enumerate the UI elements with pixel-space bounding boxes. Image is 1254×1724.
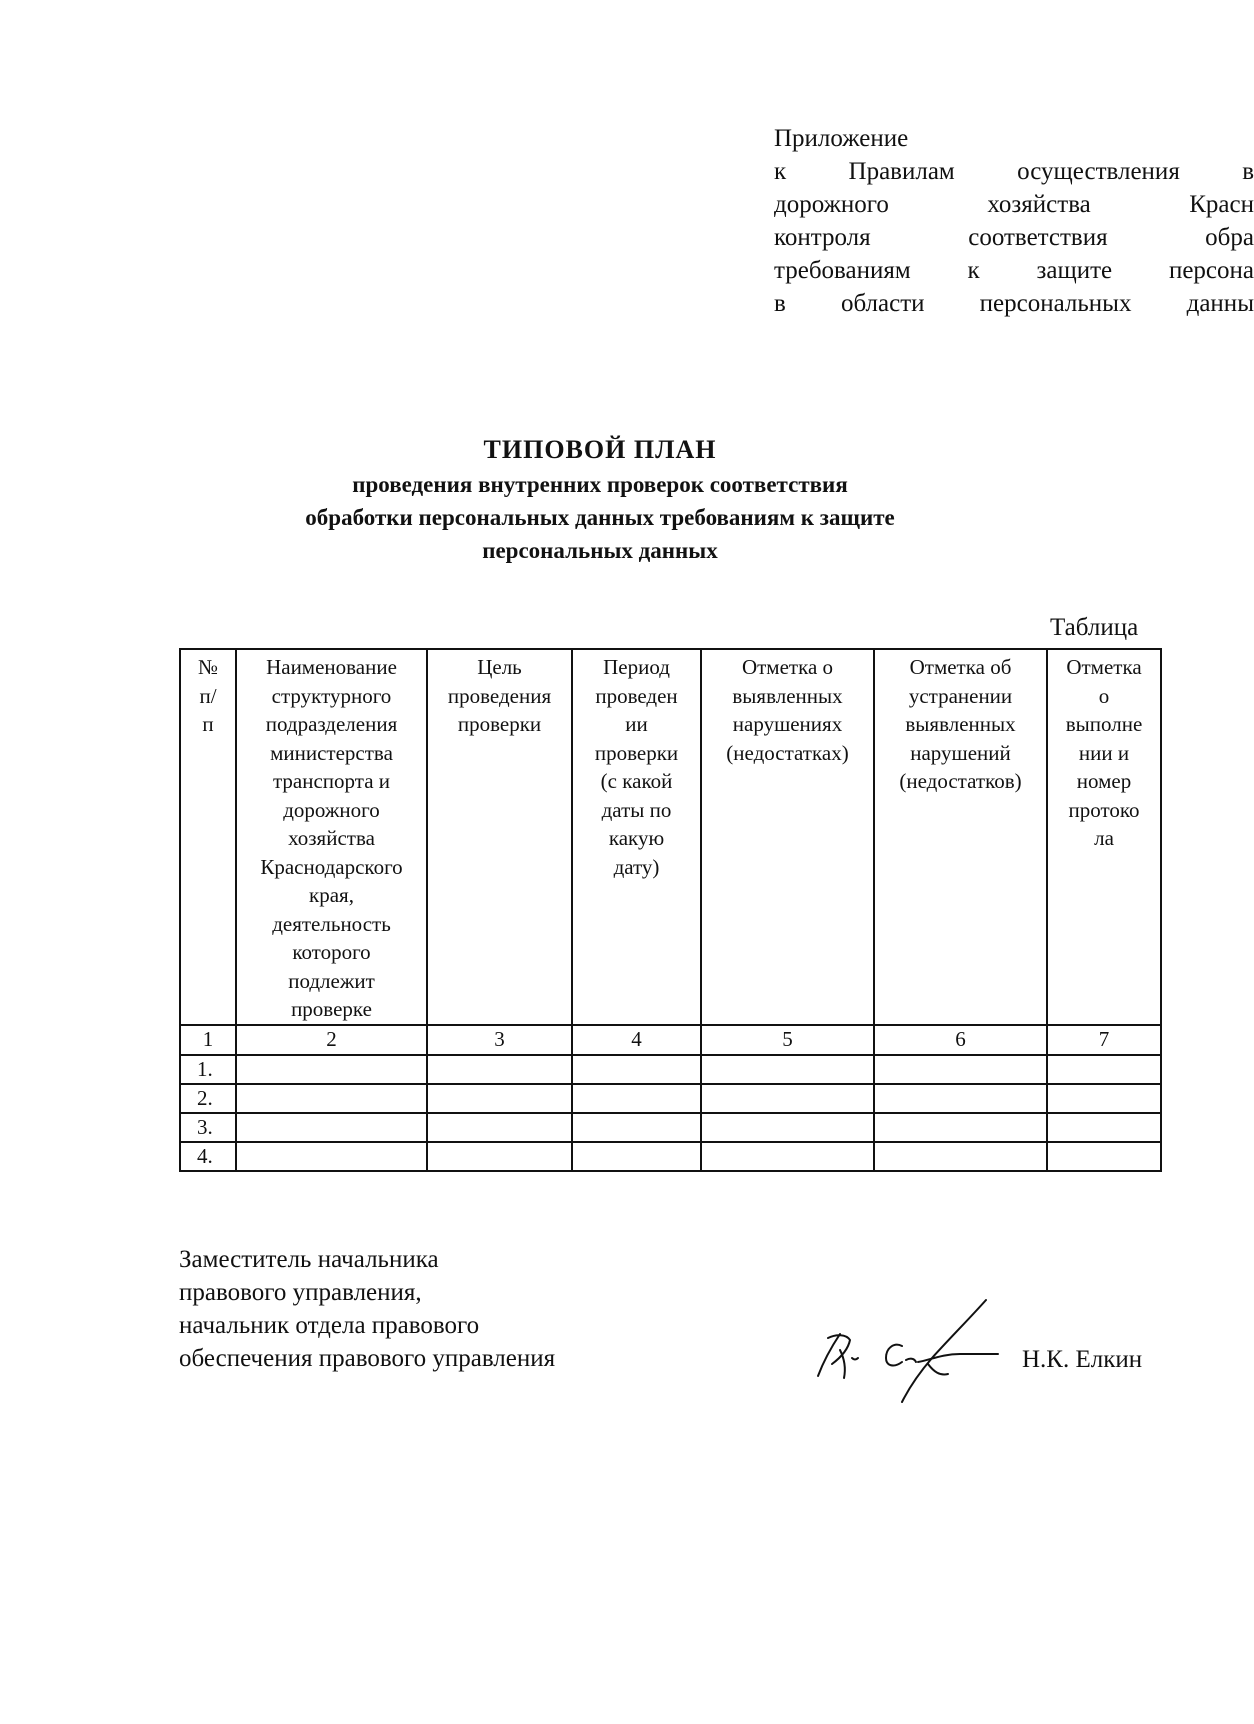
column-number: 5 [701, 1025, 874, 1055]
header-cell-number: № п/ п [180, 649, 236, 1025]
table-cell [236, 1113, 427, 1142]
plan-table [179, 648, 1162, 1172]
header-cell-department: Наименование структурного подразделения министерства транспорта и дорожного хозяйства Краснодарского края, деятельность которого подлежит проверке [236, 649, 427, 1025]
table-cell [874, 1055, 1047, 1084]
document-title [0, 432, 1200, 567]
table-row [180, 1055, 1161, 1084]
column-number-row [180, 1025, 1161, 1055]
table-cell [1047, 1055, 1161, 1084]
appendix-block [774, 122, 1254, 320]
appendix-line: контроля соответствия обра [774, 224, 1254, 251]
table-cell [701, 1084, 874, 1113]
title-sub-line: проведения внутренних проверок соответствия [352, 472, 848, 497]
title-sub-line: обработки персональных данных требованиям к защите [305, 505, 895, 530]
header-cell-remediation: Отметка об устранении выявленных нарушений (недостатков) [874, 649, 1047, 1025]
table-header-row [180, 649, 1161, 1025]
table-cell [572, 1113, 701, 1142]
header-cell-purpose: Цель проведения проверки [427, 649, 572, 1025]
signer-line: обеспечения правового управления [179, 1345, 556, 1372]
table-cell [236, 1084, 427, 1113]
header-cell-protocol: Отметка о выполне нии и номер протоко ла [1047, 649, 1161, 1025]
row-number: 1. [180, 1055, 236, 1084]
row-number: 4. [180, 1142, 236, 1171]
table-cell [427, 1084, 572, 1113]
signer-line: Заместитель начальника [179, 1246, 439, 1273]
column-number: 1 [180, 1025, 236, 1055]
signer-name: Н.К. Елкин [1022, 1346, 1143, 1373]
table-cell [427, 1055, 572, 1084]
header-cell-period: Период проведен ии проверки (с какой даты по какую дату) [572, 649, 701, 1025]
appendix-line: Приложение [774, 125, 909, 152]
table-row [180, 1142, 1161, 1171]
header-cell-violations: Отметка о выявленных нарушениях (недостатках) [701, 649, 874, 1025]
column-number: 2 [236, 1025, 427, 1055]
table-cell [701, 1113, 874, 1142]
appendix-line: в области персональных данны [774, 290, 1254, 317]
table-cell [1047, 1113, 1161, 1142]
signer-line: начальник отдела правового [179, 1312, 480, 1339]
table-cell [1047, 1084, 1161, 1113]
title-sub-line: персональных данных [482, 538, 718, 563]
row-number: 2. [180, 1084, 236, 1113]
handwritten-signature [810, 1298, 1000, 1408]
signer-line: правового управления, [179, 1279, 422, 1306]
table-row [180, 1084, 1161, 1113]
column-number: 7 [1047, 1025, 1161, 1055]
table-cell [572, 1084, 701, 1113]
signer-position [179, 1243, 555, 1375]
appendix-line: дорожного хозяйства Красн [774, 191, 1254, 218]
table-cell [1047, 1142, 1161, 1171]
table-cell [572, 1055, 701, 1084]
table-cell [701, 1142, 874, 1171]
table-cell [427, 1142, 572, 1171]
table-cell [427, 1113, 572, 1142]
table-cell [701, 1055, 874, 1084]
table-cell [874, 1142, 1047, 1171]
appendix-line: к Правилам осуществления в [774, 158, 1254, 185]
title-main: ТИПОВОЙ ПЛАН [483, 435, 717, 464]
table-cell [236, 1142, 427, 1171]
table-cell [874, 1084, 1047, 1113]
table-cell [572, 1142, 701, 1171]
column-number: 4 [572, 1025, 701, 1055]
column-number: 6 [874, 1025, 1047, 1055]
table-cell [874, 1113, 1047, 1142]
appendix-line: требованиям к защите персона [774, 257, 1254, 284]
table-cell [236, 1055, 427, 1084]
table-caption: Таблица [1050, 614, 1139, 641]
row-number: 3. [180, 1113, 236, 1142]
table-row [180, 1113, 1161, 1142]
column-number: 3 [427, 1025, 572, 1055]
